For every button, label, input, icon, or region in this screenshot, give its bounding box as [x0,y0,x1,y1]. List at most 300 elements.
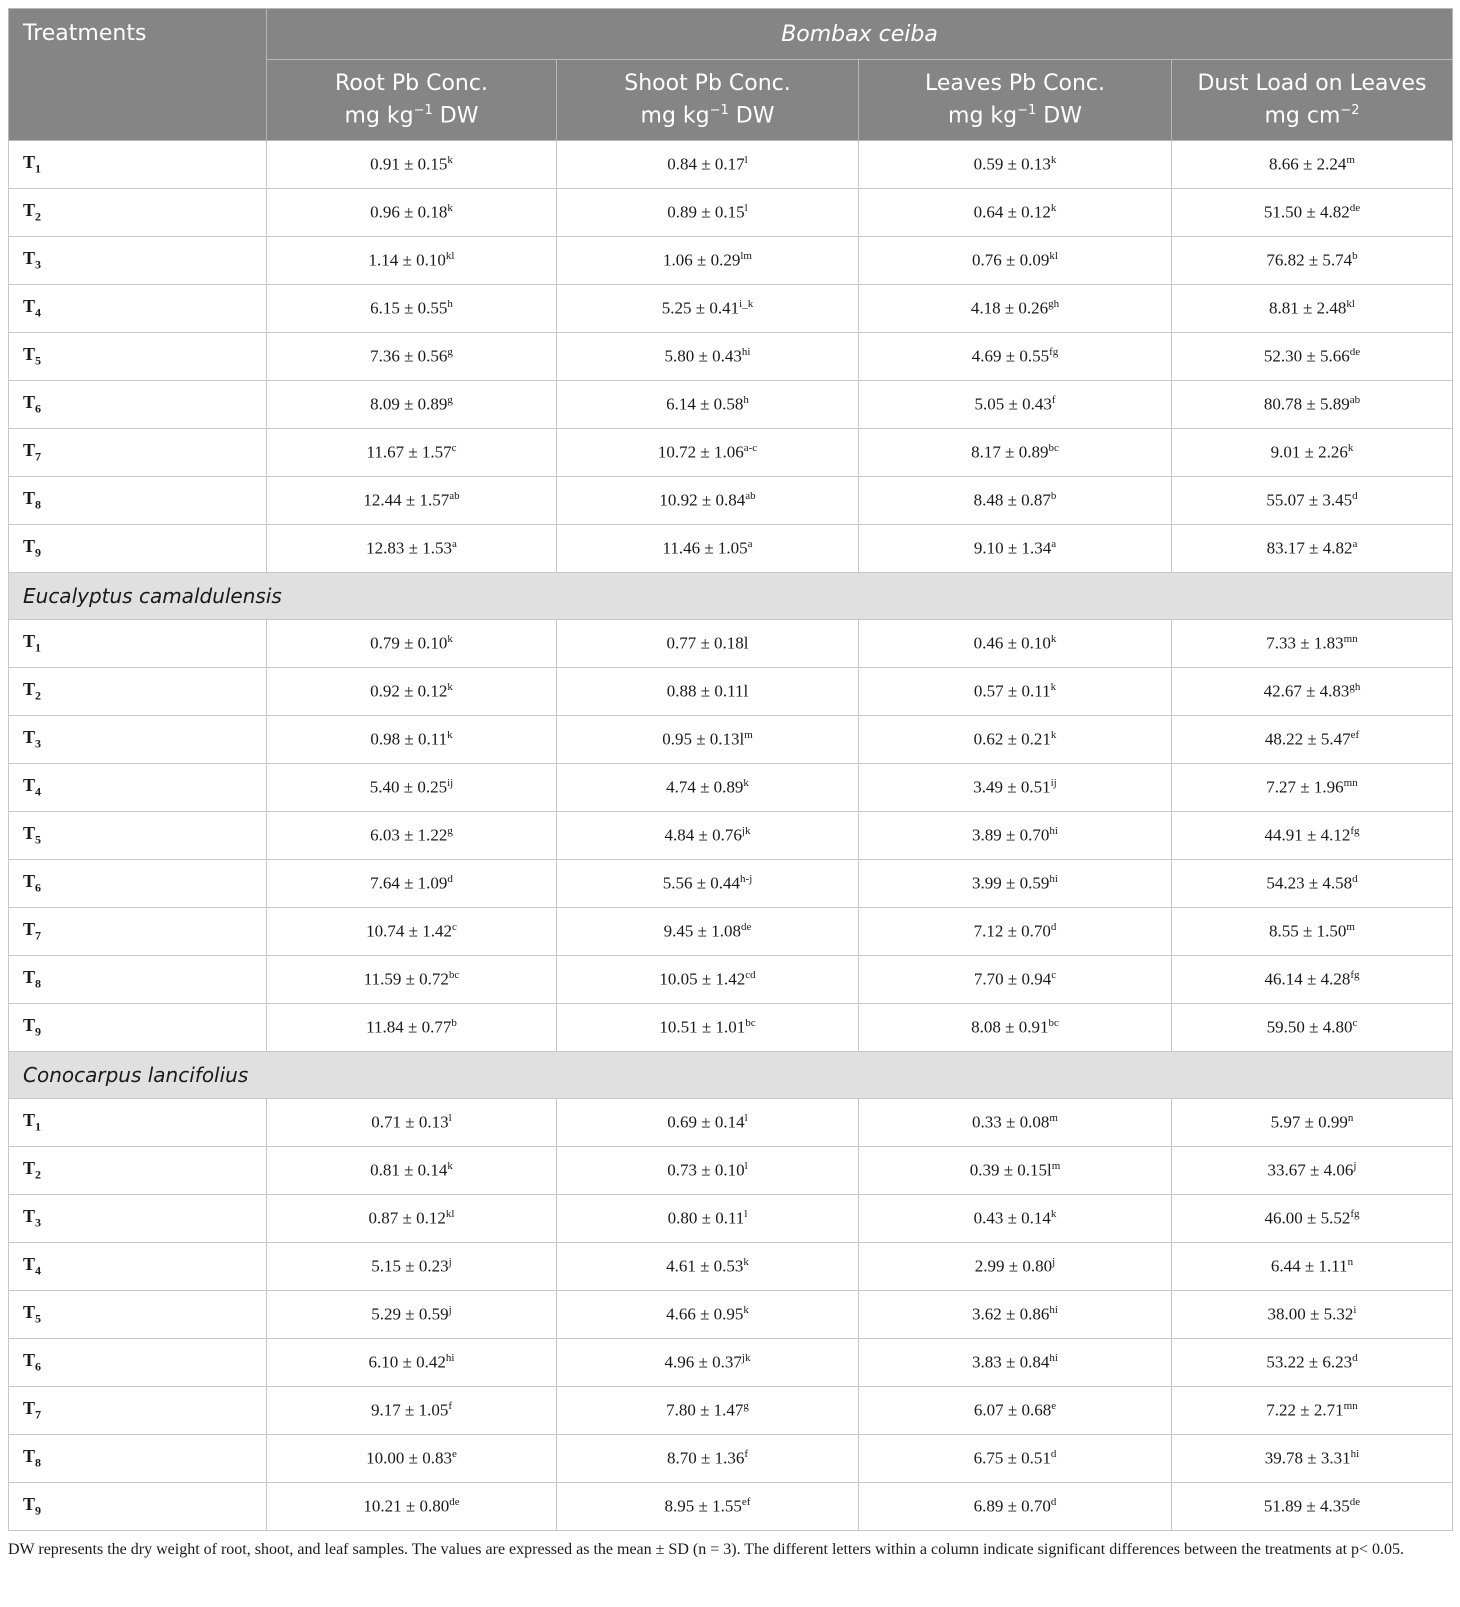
value-cell [267,668,557,716]
species-section-label: Conocarpus lancifolius [9,1052,1453,1099]
treatment-label: T [23,1350,36,1371]
value-cell [859,1243,1172,1291]
value-cell [267,333,557,381]
mean-sd-value: 6.10 ± 0.42 [368,1352,446,1372]
species-section-label: Eucalyptus camaldulensis [9,573,1453,620]
significance-letters: l [744,202,748,215]
significance-letters: mn [1343,633,1358,646]
value-cell [267,1195,557,1243]
significance-letters: bc [1048,442,1059,455]
value-cell [859,908,1172,956]
column-header-leaves [859,60,1172,141]
treatment-cell [9,333,267,381]
significance-letters: k [447,633,453,646]
mean-sd-value: 44.91 ± 4.12 [1264,825,1351,845]
significance-letters: ab [745,490,756,503]
significance-letters: l [744,1208,748,1221]
treatment-label: T [23,1110,36,1131]
value-cell [859,1291,1172,1339]
value-cell [267,1243,557,1291]
mean-sd-value: 4.18 ± 0.26 [970,298,1049,318]
table-row [9,1099,1453,1147]
table-row [9,189,1453,237]
mean-sd-value: 0.33 ± 0.08 [972,1112,1050,1132]
mean-sd-value: 3.99 ± 0.59 [972,873,1050,893]
mean-sd-value: 10.21 ± 0.80 [363,1496,450,1516]
mean-sd-value: 4.74 ± 0.89 [666,777,744,797]
value-cell [1172,812,1453,860]
significance-letters: ef [1350,729,1360,742]
value-cell [267,860,557,908]
mean-sd-value: 51.89 ± 4.35 [1263,1496,1350,1516]
significance-letters: hi [741,346,751,359]
treatment-number: 8 [35,1455,42,1470]
treatment-cell [9,1004,267,1052]
value-cell [267,285,557,333]
value-cell [859,1483,1172,1531]
mean-sd-value: 1.06 ± 0.29 [663,250,741,270]
mean-sd-value: 9.17 ± 1.05 [370,1400,449,1420]
significance-letters: h [447,298,453,311]
mean-sd-value: 55.07 ± 3.45 [1266,490,1353,510]
treatment-label: T [23,1494,36,1515]
value-cell [859,812,1172,860]
value-cell [859,956,1172,1004]
mean-sd-value: 7.33 ± 1.83 [1266,633,1344,653]
column-header-unit-exp: −1 [709,103,729,119]
significance-letters: hi [1049,1304,1058,1317]
significance-letters: hi [1350,1448,1360,1461]
value-cell [1172,189,1453,237]
mean-sd-value: 5.40 ± 0.25 [369,777,448,797]
table-row [9,716,1453,764]
mean-sd-value: 5.80 ± 0.43 [664,346,742,366]
mean-sd-value: 42.67 ± 4.83 [1263,681,1350,701]
significance-letters: k [447,154,453,167]
mean-sd-value: 6.14 ± 0.58 [666,394,744,414]
species-section-row [9,573,1453,620]
value-cell [557,1435,859,1483]
mean-sd-value: 4.84 ± 0.76 [664,825,742,845]
treatment-label: T [23,344,36,365]
significance-letters: hi [1049,873,1058,886]
mean-sd-value: 7.27 ± 1.96 [1266,777,1344,797]
significance-letters: de [1349,202,1361,215]
treatment-label: T [23,488,36,509]
table-row [9,620,1453,668]
value-cell [267,141,557,189]
table-row [9,668,1453,716]
value-cell [1172,525,1453,573]
value-cell [1172,908,1453,956]
value-cell [267,1147,557,1195]
treatment-number: 1 [35,1119,42,1134]
treatment-label: T [23,1446,36,1467]
significance-letters: k [1050,633,1057,646]
mean-sd-value: 7.36 ± 0.56 [370,346,448,366]
mean-sd-value: 0.92 ± 0.12 [370,681,448,701]
significance-letters: k [1347,442,1354,455]
column-header-unit-suffix: DW [432,103,479,129]
mean-sd-value: 4.61 ± 0.53 [666,1256,744,1276]
treatment-number: 9 [35,1024,42,1039]
mean-sd-value: 10.51 ± 1.01 [659,1017,746,1037]
mean-sd-value: 7.70 ± 0.94 [973,969,1052,989]
table-row [9,1483,1453,1531]
mean-sd-value: 76.82 ± 5.74 [1266,250,1353,270]
value-cell [1172,1099,1453,1147]
mean-sd-value: 3.89 ± 0.70 [972,825,1050,845]
mean-sd-value: 8.70 ± 1.36 [666,1448,745,1468]
value-cell [557,668,859,716]
mean-sd-value: 5.97 ± 0.99 [1270,1112,1348,1132]
significance-letters: g [743,1400,749,1413]
value-cell [557,141,859,189]
significance-letters: k [743,777,749,790]
treatment-label: T [23,919,36,940]
column-header-title: Leaves Pb Conc. [925,71,1105,97]
mean-sd-value: 12.44 ± 1.57 [363,490,450,510]
mean-sd-value: 8.08 ± 0.91 [971,1017,1049,1037]
table-row [9,1291,1453,1339]
significance-letters: bc [745,1017,756,1030]
treatment-cell [9,525,267,573]
treatment-number: 8 [35,497,42,512]
mean-sd-value: 5.05 ± 0.43 [974,394,1052,414]
value-cell [557,1291,859,1339]
value-cell [859,1387,1172,1435]
treatment-label: T [23,1015,36,1036]
significance-letters: f [744,1448,748,1461]
mean-sd-value: 5.25 ± 0.41 [661,298,740,318]
significance-letters: j [448,1256,452,1269]
significance-letters: lm [740,250,752,263]
treatment-number: 3 [35,1215,42,1230]
table-row [9,525,1453,573]
value-cell [859,525,1172,573]
mean-sd-value: 33.67 ± 4.06 [1267,1160,1354,1180]
significance-letters: l [744,1112,748,1125]
value-cell [557,764,859,812]
significance-letters: fg [1350,825,1360,838]
value-cell [557,1243,859,1291]
value-cell [1172,237,1453,285]
value-cell [859,381,1172,429]
column-header-dust [1172,60,1453,141]
treatment-cell [9,1195,267,1243]
value-cell [557,620,859,668]
column-header-root [267,60,557,141]
table-row [9,1195,1453,1243]
value-cell [557,477,859,525]
mean-sd-value: 0.62 ± 0.21 [973,729,1051,749]
value-cell [1172,764,1453,812]
significance-letters: b [1352,250,1358,263]
value-cell [267,908,557,956]
treatment-number: 4 [35,1263,42,1278]
table-row [9,381,1453,429]
value-cell [859,333,1172,381]
significance-letters: c [451,921,457,934]
mean-sd-value: 6.15 ± 0.55 [370,298,448,318]
mean-sd-value: 6.07 ± 0.68 [973,1400,1052,1420]
significance-letters: h-j [740,873,753,886]
significance-letters: h [743,394,749,407]
significance-letters: hi [445,1352,455,1365]
significance-letters: gh [1349,681,1361,694]
value-cell [1172,429,1453,477]
mean-sd-value: 53.22 ± 6.23 [1266,1352,1353,1372]
value-cell [859,1147,1172,1195]
significance-letters: fg [1049,346,1059,359]
mean-sd-value: 0.57 ± 0.11 [973,681,1051,701]
significance-letters: mn [1343,777,1358,790]
treatment-label: T [23,1254,36,1275]
treatment-number: 3 [35,257,42,272]
significance-letters: jk [741,1352,751,1365]
table-row [9,477,1453,525]
significance-letters: mn [1343,1400,1358,1413]
species-header: Bombax ceiba [267,9,1453,60]
treatment-number: 7 [35,1407,42,1422]
mean-sd-value: 38.00 ± 5.32 [1267,1304,1354,1324]
significance-letters: de [1349,1496,1361,1509]
table-row [9,1339,1453,1387]
significance-letters: kl [1346,298,1355,311]
mean-sd-value: 10.00 ± 0.83 [366,1448,452,1468]
significance-letters: n [1347,1256,1354,1269]
value-cell [267,237,557,285]
mean-sd-value: 11.84 ± 0.77 [366,1017,452,1037]
column-header-title: Dust Load on Leaves [1197,71,1427,97]
value-cell [859,1435,1172,1483]
value-cell [267,620,557,668]
treatment-cell [9,1435,267,1483]
treatment-cell [9,620,267,668]
value-cell [1172,1339,1453,1387]
value-cell [557,525,859,573]
mean-sd-value: 10.92 ± 0.84 [659,490,746,510]
value-cell [267,716,557,764]
significance-letters: m [744,729,753,742]
significance-letters: m [1346,154,1355,167]
value-cell [1172,956,1453,1004]
value-cell [557,1099,859,1147]
mean-sd-value: 7.64 ± 1.09 [370,873,448,893]
significance-letters: fg [1350,969,1360,982]
value-cell [1172,1147,1453,1195]
value-cell [557,956,859,1004]
pb-concentration-table [8,8,1453,1531]
significance-letters: gh [1048,298,1060,311]
value-cell [267,956,557,1004]
mean-sd-value: 0.95 ± 0.13l [662,729,745,749]
significance-letters: k [447,1160,453,1173]
mean-sd-value: 5.56 ± 0.44 [662,873,741,893]
value-cell [267,1291,557,1339]
value-cell [267,189,557,237]
significance-letters: hi [1049,1352,1058,1365]
mean-sd-value: 11.46 ± 1.05 [662,538,748,558]
value-cell [859,620,1172,668]
mean-sd-value: 8.48 ± 0.87 [973,490,1051,510]
significance-letters: d [1352,1352,1358,1365]
mean-sd-value: 0.59 ± 0.13 [973,154,1051,174]
value-cell [557,908,859,956]
treatment-label: T [23,248,36,269]
mean-sd-value: 3.62 ± 0.86 [972,1304,1050,1324]
treatment-number: 5 [35,353,42,368]
treatment-cell [9,860,267,908]
mean-sd-value: 0.79 ± 0.10 [370,633,448,653]
value-cell [1172,381,1453,429]
treatment-number: 6 [35,880,42,895]
table-row [9,956,1453,1004]
treatment-number: 6 [35,401,42,416]
mean-sd-value: 0.81 ± 0.14 [370,1160,448,1180]
table-row [9,1387,1453,1435]
mean-sd-value: 9.01 ± 2.26 [1270,442,1348,462]
value-cell [1172,1291,1453,1339]
treatment-cell [9,716,267,764]
significance-letters: e [1051,1400,1057,1413]
column-header-unit-exp: −1 [1017,103,1037,119]
value-cell [1172,477,1453,525]
value-cell [859,477,1172,525]
treatment-number: 1 [35,161,42,176]
column-header-unit-suffix: DW [1036,103,1082,129]
significance-letters: fg [1350,1208,1360,1221]
significance-letters: i_k [739,298,754,311]
mean-sd-value: 1.14 ± 0.10 [368,250,446,270]
mean-sd-value: 5.29 ± 0.59 [371,1304,449,1324]
mean-sd-value: 2.99 ± 0.80 [974,1256,1053,1276]
treatment-cell [9,237,267,285]
significance-letters: kl [445,1208,455,1221]
significance-letters: d [1352,873,1358,886]
table-row [9,1147,1453,1195]
treatment-cell [9,1387,267,1435]
value-cell [267,381,557,429]
value-cell [1172,333,1453,381]
value-cell [267,1387,557,1435]
treatment-number: 2 [35,688,42,703]
treatment-label: T [23,536,36,557]
value-cell [859,860,1172,908]
significance-letters: de [449,1496,460,1509]
treatment-cell [9,381,267,429]
value-cell [557,285,859,333]
value-cell [557,1147,859,1195]
significance-letters: b [1050,490,1057,503]
significance-letters: k [1050,1208,1057,1221]
column-header-title: Shoot Pb Conc. [624,71,791,97]
treatment-number: 5 [35,832,42,847]
mean-sd-value: 8.66 ± 2.24 [1269,154,1347,174]
mean-sd-value: 59.50 ± 4.80 [1266,1017,1353,1037]
mean-sd-value: 0.39 ± 0.15l [969,1160,1052,1180]
significance-letters: c [451,442,457,455]
significance-letters: k [743,1256,749,1269]
treatment-label: T [23,1158,36,1179]
column-header-unit: mg kg [344,103,414,129]
value-cell [557,1387,859,1435]
treatment-label: T [23,679,36,700]
value-cell [267,764,557,812]
mean-sd-value: 10.05 ± 1.42 [659,969,746,989]
value-cell [1172,1004,1453,1052]
treatment-label: T [23,152,36,173]
mean-sd-value: 9.45 ± 1.08 [663,921,741,941]
mean-sd-value: 0.89 ± 0.15 [667,202,745,222]
table-row [9,237,1453,285]
mean-sd-value: 39.78 ± 3.31 [1264,1448,1351,1468]
value-cell [557,1483,859,1531]
significance-letters: b [451,1017,457,1030]
significance-letters: ij [1050,777,1057,790]
treatment-label: T [23,1302,36,1323]
significance-letters: k [1050,202,1057,215]
significance-letters: d [447,873,453,886]
value-cell [859,716,1172,764]
mean-sd-value: 54.23 ± 4.58 [1266,873,1353,893]
significance-letters: de [740,921,752,934]
table-row [9,812,1453,860]
significance-letters: e [451,1448,457,1461]
mean-sd-value: 7.12 ± 0.70 [973,921,1051,941]
significance-letters: c [1352,1017,1358,1030]
significance-letters: bc [1048,1017,1059,1030]
significance-letters: hi [1049,825,1058,838]
mean-sd-value: 7.80 ± 1.47 [666,1400,744,1420]
mean-sd-value: 0.91 ± 0.15 [370,154,448,174]
mean-sd-value: 4.66 ± 0.95 [666,1304,744,1324]
value-cell [557,333,859,381]
column-header-unit-exp: −1 [413,103,433,119]
significance-letters: d [1050,1496,1057,1509]
treatment-cell [9,1099,267,1147]
mean-sd-value: 83.17 ± 4.82 [1266,538,1353,558]
treatment-number: 2 [35,1167,42,1182]
treatment-cell [9,477,267,525]
mean-sd-value: 51.50 ± 4.82 [1263,202,1350,222]
mean-sd-value: 6.75 ± 0.51 [973,1448,1051,1468]
treatment-cell [9,1339,267,1387]
treatment-cell [9,956,267,1004]
value-cell [859,141,1172,189]
treatment-number: 1 [35,640,42,655]
value-cell [267,812,557,860]
mean-sd-value: 8.95 ± 1.55 [664,1496,742,1516]
column-header-unit-exp: −2 [1340,103,1360,119]
species-section-row [9,1052,1453,1099]
treatment-number: 4 [35,305,42,320]
mean-sd-value: 8.81 ± 2.48 [1269,298,1347,318]
significance-letters: f [1051,394,1056,407]
significance-letters: m [1346,921,1355,934]
significance-letters: f [448,1400,452,1413]
significance-letters: d [1050,921,1057,934]
mean-sd-value: 0.80 ± 0.11 [667,1208,745,1228]
table-wrapper [8,8,1452,1560]
value-cell [557,237,859,285]
treatment-label: T [23,727,36,748]
mean-sd-value: 0.76 ± 0.09 [972,250,1050,270]
column-header-unit: mg kg [640,103,710,129]
column-header-shoot [557,60,859,141]
mean-sd-value: 0.69 ± 0.14 [667,1112,745,1132]
mean-sd-value: 0.46 ± 0.10 [973,633,1051,653]
